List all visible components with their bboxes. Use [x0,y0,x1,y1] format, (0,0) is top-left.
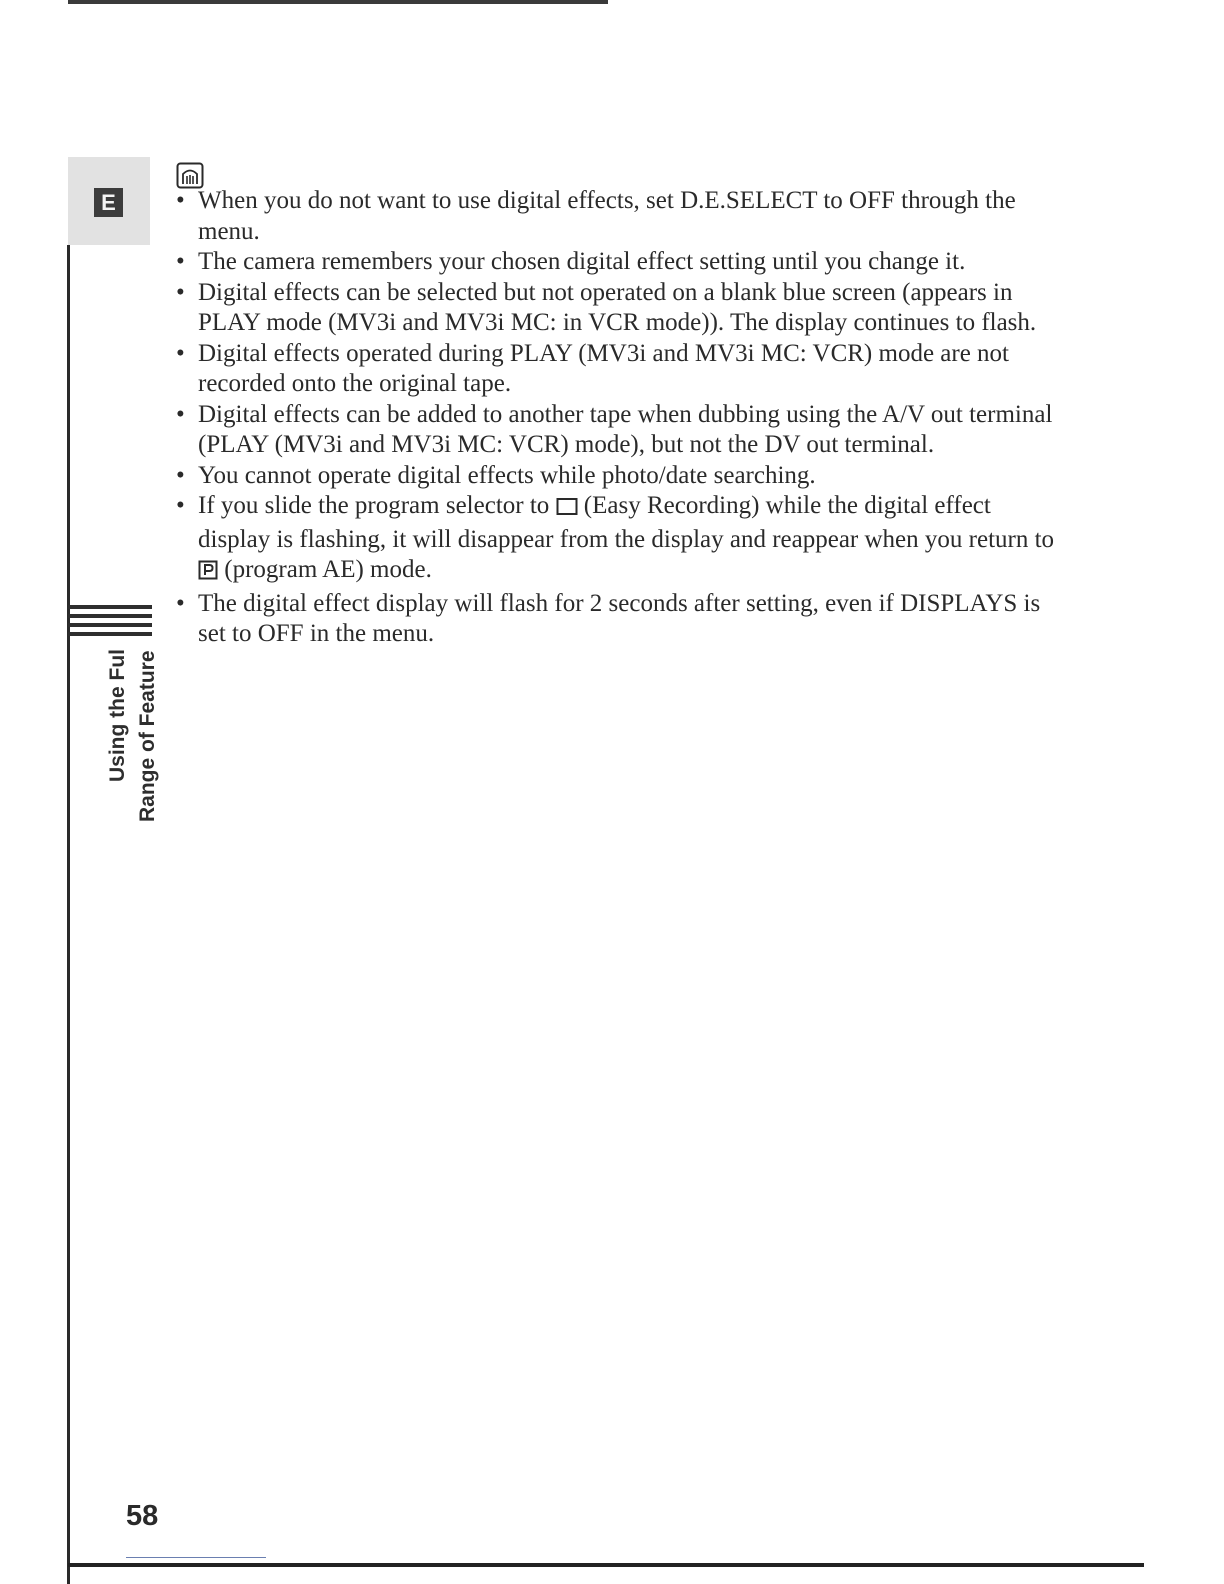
language-badge: E [94,188,123,217]
note-item: • The camera remembers your chosen digital effect setting until you change it. [176,248,966,275]
note-item: • When you do not want to use digital effects, set D.E.SELECT to OFF through the menu. [176,187,1016,245]
note-item: • If you slide the program selector to (Easy Recording) while the digital effect display is flashing, it will disappear from the display and reappear when you return to (program AE) mode. [176,491,1066,589]
left-margin-rule [67,245,70,1584]
note-item: • Digital effects can be added to another tape when dubbing using the A/V out terminal (PLAY (MV3i and MV3i MC: VCR) mode), but not the DV out terminal. [176,400,1053,458]
note-item: • Digital effects can be selected but not operated on a blank blue screen (appears in PLAY mode (MV3i and MV3i MC: in VCR mode)). The display continues to flash. [176,278,1037,336]
easy-recording-icon [556,494,578,525]
bottom-accent-line [126,1557,266,1558]
bottom-rule [68,1563,1144,1567]
side-label-line1: Using the Full [106,650,129,782]
program-ae-icon [198,558,218,589]
side-label-line2: Range of Features [136,650,159,822]
section-marker-bars [68,605,152,641]
top-rule [68,0,608,4]
section-side-label [104,650,164,825]
notes-list [176,186,1066,650]
note-item: • You cannot operate digital effects while photo/date searching. [176,461,816,489]
page-number: 58 [126,1500,159,1532]
note-item: • Digital effects operated during PLAY (MV3i and MV3i MC: VCR) mode are not recorded onto the original tape. [176,339,1009,397]
note-item: • The digital effect display will flash for 2 seconds after setting, even if DISPLAYS is set to OFF in the menu. [176,589,1041,647]
notes-section [176,186,1066,650]
